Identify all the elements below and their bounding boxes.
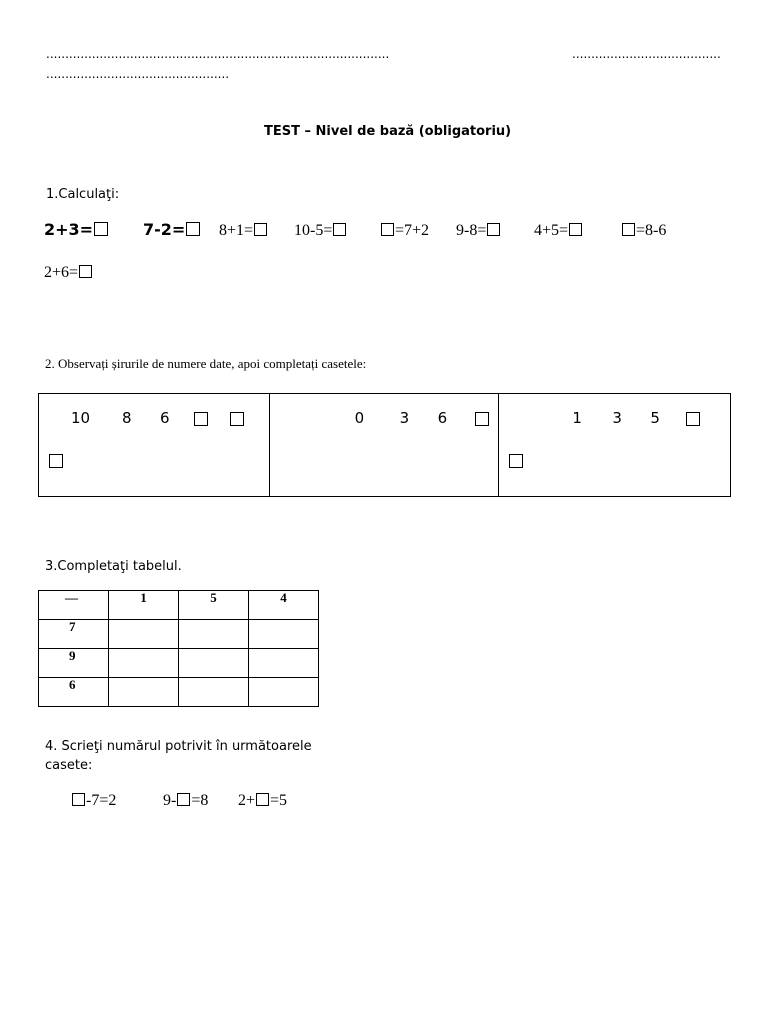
table-header-cell: 5	[179, 591, 249, 620]
date-dotted-line[interactable]: .......................................	[572, 47, 721, 61]
table-answer-cell[interactable]	[179, 649, 249, 678]
sequence-3-number: 3	[612, 409, 622, 427]
answer-box[interactable]	[186, 222, 200, 236]
table-header-cell: 4	[249, 591, 319, 620]
equation-3-text: 8+1=	[219, 222, 254, 239]
equation-8	[621, 222, 666, 240]
exercise-3-heading: 3.Completaţi tabelul.	[45, 559, 182, 574]
missing-number-equation-1-text: -7=2	[86, 792, 117, 809]
sequence-cell-2	[269, 394, 499, 497]
answer-box[interactable]	[230, 412, 244, 426]
equation-1	[44, 220, 109, 239]
equation-2	[143, 220, 201, 239]
equation-6	[456, 222, 501, 240]
answer-box[interactable]	[49, 454, 63, 468]
equation-2-text: 7-2=	[143, 220, 186, 239]
page-title: TEST – Nivel de bază (obligatoriu)	[264, 124, 512, 139]
equation-6-text: 9-8=	[456, 222, 487, 239]
exercise-4-heading-line-2: casete:	[45, 758, 93, 773]
answer-box[interactable]	[381, 223, 394, 236]
equation-3	[219, 222, 268, 240]
answer-box[interactable]	[79, 265, 92, 278]
sequence-3-number: 5	[650, 409, 660, 427]
sequence-3-number: 1	[572, 409, 582, 427]
missing-number-equation-3-pre: 2+	[238, 792, 256, 809]
answer-box[interactable]	[177, 793, 190, 806]
table-answer-cell[interactable]	[109, 620, 179, 649]
answer-box[interactable]	[254, 223, 267, 236]
equation-1-text: 2+3=	[44, 220, 94, 239]
exercise-4-heading-line-1: 4. Scrieţi numărul potrivit în următoarele	[45, 739, 312, 754]
equation-8-text: =8-6	[636, 222, 667, 239]
answer-box[interactable]	[194, 412, 208, 426]
table-row-header: 6	[39, 678, 109, 707]
answer-box[interactable]	[72, 793, 85, 806]
equation-7	[534, 222, 583, 240]
equation-7-text: 4+5=	[534, 222, 569, 239]
subtraction-table	[38, 590, 319, 707]
equation-9-text: 2+6=	[44, 264, 79, 281]
table-row-header: 9	[39, 649, 109, 678]
sequence-cell-3	[499, 394, 731, 497]
table-answer-cell[interactable]	[109, 649, 179, 678]
missing-number-equation-3-post: =5	[270, 792, 288, 809]
name-dotted-line[interactable]: ..........................................................................................	[46, 47, 390, 61]
answer-box[interactable]	[622, 223, 635, 236]
answer-box[interactable]	[686, 412, 700, 426]
answer-box[interactable]	[475, 412, 489, 426]
sequence-1-number: 8	[122, 409, 132, 427]
table-answer-cell[interactable]	[249, 678, 319, 707]
exercise-1-heading: 1.Calculaţi:	[46, 187, 120, 202]
answer-box[interactable]	[333, 223, 346, 236]
missing-number-equation-3	[238, 792, 287, 810]
table-answer-cell[interactable]	[179, 678, 249, 707]
equation-4	[294, 222, 347, 240]
answer-box[interactable]	[487, 223, 500, 236]
sequence-2-number: 0	[354, 409, 365, 427]
sequence-2-number: 3	[399, 409, 410, 427]
missing-number-equation-2-post: =8	[191, 792, 209, 809]
missing-number-equation-1	[71, 792, 116, 810]
sequence-table	[38, 393, 731, 497]
answer-box[interactable]	[94, 222, 108, 236]
answer-box[interactable]	[509, 454, 523, 468]
table-corner-cell: —	[39, 591, 109, 620]
exercise-2-heading: 2. Observați șirurile de numere date, apoi completați casetele:	[45, 356, 367, 371]
equation-5	[380, 222, 429, 240]
equation-4-text: 10-5=	[294, 222, 333, 239]
equation-5-text: =7+2	[395, 222, 430, 239]
sequence-1-number: 6	[160, 409, 170, 427]
answer-box[interactable]	[569, 223, 582, 236]
table-header-cell: 1	[109, 591, 179, 620]
table-answer-cell[interactable]	[249, 649, 319, 678]
name-dotted-line-continued[interactable]: ................................................	[46, 67, 230, 81]
table-answer-cell[interactable]	[109, 678, 179, 707]
sequence-cell-1	[39, 394, 270, 497]
table-row-header: 7	[39, 620, 109, 649]
table-answer-cell[interactable]	[249, 620, 319, 649]
equation-9	[44, 264, 93, 282]
sequence-2-number: 6	[437, 409, 448, 427]
missing-number-equation-2	[163, 792, 208, 810]
sequence-1-number: 10	[71, 409, 91, 427]
answer-box[interactable]	[256, 793, 269, 806]
table-answer-cell[interactable]	[179, 620, 249, 649]
missing-number-equation-2-pre: 9-	[163, 792, 177, 809]
